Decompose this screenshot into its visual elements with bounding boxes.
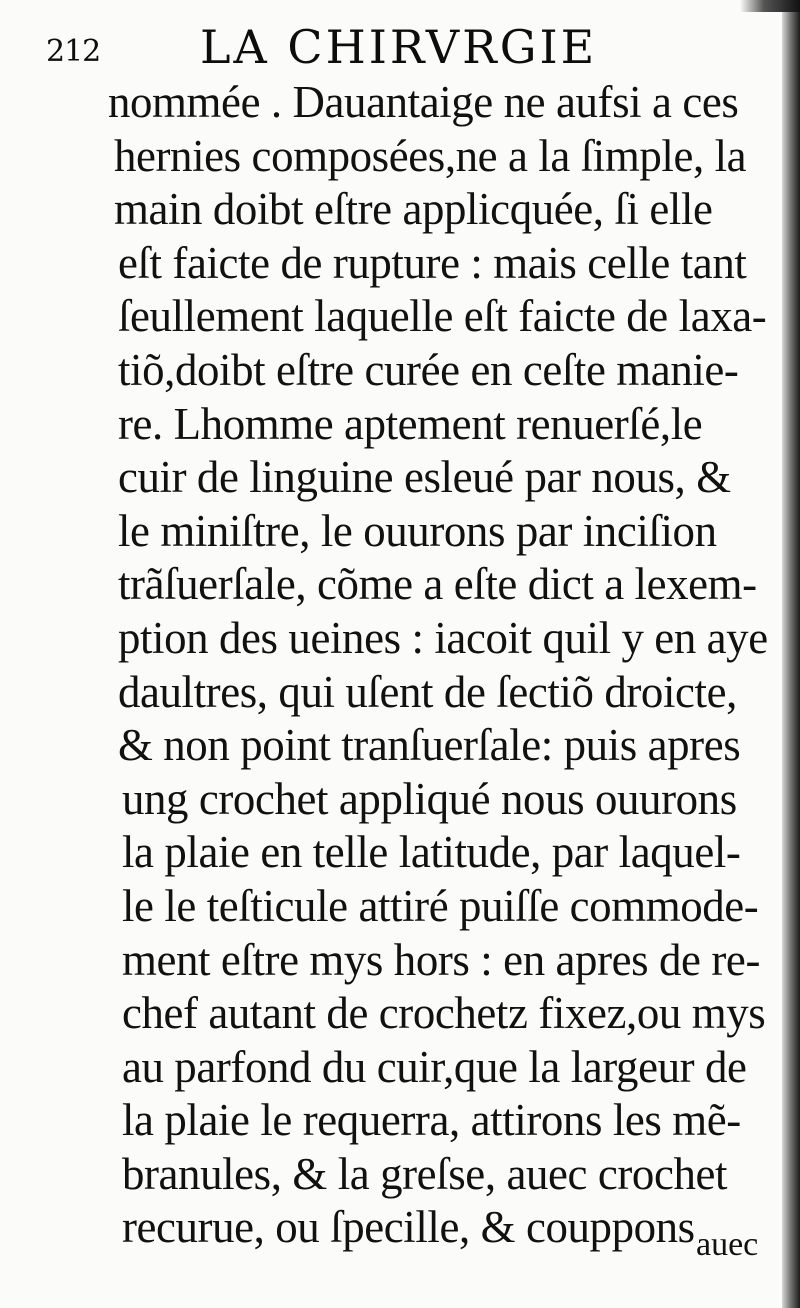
page-number: 212 [46, 34, 101, 69]
text-line: & non point tranſuerſale: puis apres [117, 720, 741, 771]
text-line: main doibt eſtre applicquée, ſi elle [113, 184, 713, 235]
text-line: ment eſtre mys hors : en apres de re- [121, 934, 760, 985]
text-line: hernies composées,ne a la ſimple, la [113, 130, 747, 181]
text-line: ſeullement laquelle eſt faicte de laxa- [117, 291, 767, 342]
binding-edge-top [740, 0, 800, 12]
binding-edge [782, 0, 800, 1308]
text-line: le miniſtre, le ouurons par inciſion [117, 505, 717, 556]
text-line: ption des ueines : iacoit quil y en aye [117, 612, 768, 663]
text-line: daultres, qui uſent de ſectiõ droicte, [117, 666, 737, 717]
running-title: LA CHIRVRGIE [200, 20, 598, 74]
catchword: auec [696, 1226, 759, 1263]
text-line: cuir de linguine esleué par nous, & [117, 452, 731, 503]
text-line: au parfond du cuir,que la largeur de [121, 1041, 747, 1092]
text-line: chef autant de crochetz fixez,ou mys [121, 988, 766, 1039]
text-line: branules, & la greſse, auec crochet [121, 1148, 728, 1199]
text-line: la plaie en telle latitude, par laquel- [121, 827, 741, 878]
text-line: eſt faicte de rupture : mais celle tant [117, 237, 747, 288]
text-line: trãſuerſale, cõme a eſte dict a lexem- [117, 559, 757, 610]
text-line: tiõ,doibt eſtre curée en ceſte manie- [117, 344, 739, 395]
text-line: le le teſticule attiré puiſſe commode- [121, 880, 759, 931]
text-line: re. Lhomme aptement renuerſé,le [117, 398, 703, 449]
page-header [0, 18, 800, 78]
body-text [104, 76, 780, 1255]
text-line: nommée . Dauantaige ne aufsi a ces [107, 77, 739, 127]
text-line: recurue, ou ſpecille, & couppons [121, 1202, 695, 1253]
text-line: ung crochet appliqué nous ouurons [121, 773, 737, 824]
text-line: la plaie le requerra, attirons les mẽ- [121, 1095, 741, 1146]
